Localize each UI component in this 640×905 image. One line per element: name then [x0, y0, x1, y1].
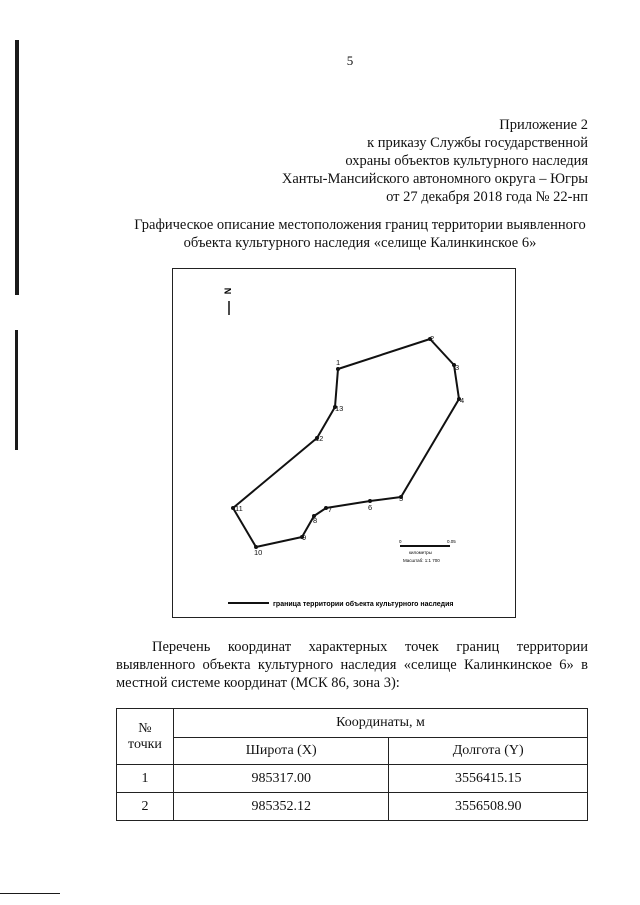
- point-label: 3: [455, 363, 460, 372]
- boundary-vertices: [231, 337, 461, 549]
- heading-line: Графическое описание местоположения границ территории выявленного: [134, 217, 586, 233]
- boundary-point: [336, 367, 340, 371]
- coordinates-intro: [116, 638, 588, 692]
- point-label: 4: [460, 396, 465, 405]
- appendix-line: от 27 декабря 2018 года № 22-нп: [386, 189, 588, 205]
- appendix-line: охраны объектов культурного наследия: [345, 153, 588, 169]
- appendix-line: Приложение 2: [499, 117, 588, 133]
- scan-edge-mark: [15, 40, 19, 295]
- table-subheader-row: [117, 738, 588, 765]
- table-header-row: [117, 709, 588, 738]
- appendix-line: Ханты-Мансийского автономного округа – Югры: [281, 171, 588, 187]
- appendix-line: к приказу Службы государственной: [367, 135, 588, 151]
- scan-edge-mark: [0, 893, 60, 894]
- point-label: 6: [368, 503, 373, 512]
- scale-bar: [399, 539, 456, 563]
- map-drawing: [173, 269, 517, 619]
- point-label: 5: [399, 494, 404, 503]
- scale-unit: километры: [409, 550, 432, 555]
- cell-x: 985317.00: [173, 765, 388, 793]
- cell-x: 985352.12: [173, 793, 388, 821]
- cell-point: 1: [117, 765, 174, 793]
- point-label: 7: [328, 505, 333, 514]
- point-label: 1: [336, 358, 341, 367]
- scan-edge-mark: [15, 330, 18, 450]
- point-label: 8: [313, 516, 318, 525]
- point-label: 11: [235, 504, 243, 513]
- point-label: 13: [335, 404, 344, 413]
- page-number: 5: [346, 53, 354, 68]
- north-arrow-icon: [223, 288, 233, 315]
- header-latitude: Широта (X): [173, 738, 388, 765]
- heading-line: объекта культурного наследия «селище Калинкинское 6»: [183, 235, 537, 251]
- header-longitude: Долгота (Y): [389, 738, 588, 765]
- point-label: 10: [254, 548, 263, 557]
- legend-label: граница территории объекта культурного наследия: [273, 601, 454, 608]
- scale-text: Масштаб: 1:1 700: [403, 558, 440, 563]
- document-heading: [120, 216, 600, 252]
- cell-y: 3556508.90: [389, 793, 588, 821]
- point-label: 9: [302, 533, 307, 542]
- intro-first-line: Перечень координат характерных точек границ территории: [152, 639, 588, 655]
- scale-tick-label: 0.05: [447, 539, 456, 544]
- coordinates-table: [116, 708, 588, 821]
- north-label: N: [223, 287, 233, 295]
- intro-rest: выявленного объекта культурного наследия «селище Калинкинское 6» в местной системе координат (МСК 86, зона 3):: [116, 657, 588, 691]
- boundary-map: [172, 268, 516, 618]
- scale-tick-label: 0: [399, 539, 402, 544]
- header-coords: Координаты, м: [173, 709, 587, 738]
- cell-point: 2: [117, 793, 174, 821]
- table-row: [117, 765, 588, 793]
- cell-y: 3556415.15: [389, 765, 588, 793]
- table-row: [117, 793, 588, 821]
- header-point: № точки: [117, 709, 174, 765]
- boundary-polygon: [233, 339, 459, 547]
- point-label: 12: [315, 434, 324, 443]
- map-legend: [228, 600, 454, 608]
- point-label: 2: [430, 334, 435, 343]
- appendix-block: [282, 116, 588, 206]
